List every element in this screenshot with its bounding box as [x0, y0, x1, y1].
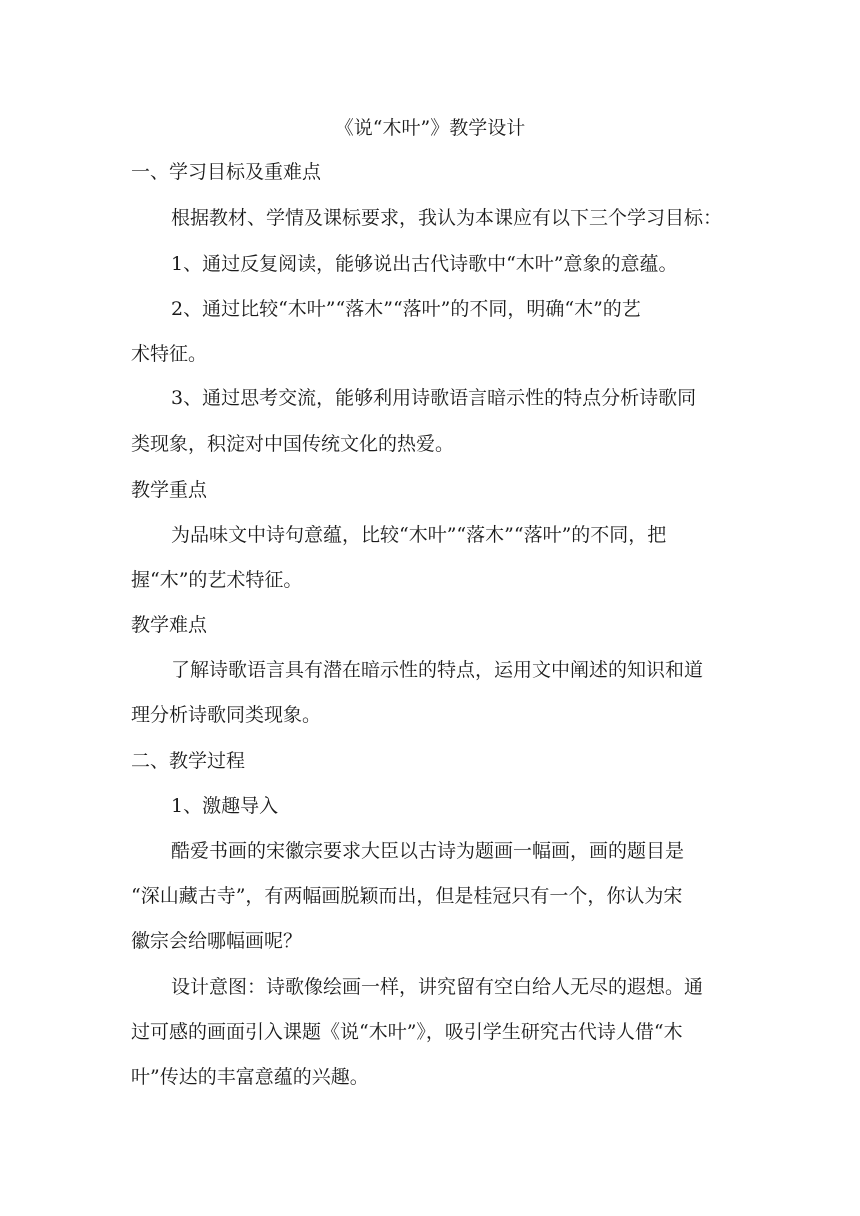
difficulties-line-2: 理分析诗歌同类现象。	[131, 704, 322, 726]
goal-1: 1、通过反复阅读，能够说出古代诗歌中“木叶”意象的意蕴。	[171, 253, 678, 275]
difficulties-heading: 教学难点	[131, 614, 208, 636]
goals-intro: 根据教材、学情及课标要求，我认为本课应有以下三个学习目标：	[171, 207, 723, 229]
design-intent-line-2: 过可感的画面引入课题《说“木叶”》，吸引学生研究古代诗人借“木	[131, 1021, 683, 1043]
section1-heading: 一、学习目标及重难点	[131, 161, 322, 183]
section2-heading: 二、教学过程	[131, 750, 246, 772]
goal-2-line-2: 术特征。	[131, 343, 208, 365]
design-intent-line-1: 设计意图：诗歌像绘画一样，讲究留有空白给人无尽的遐想。通	[171, 976, 704, 998]
goal-3-line-1: 3、通过思考交流，能够利用诗歌语言暗示性的特点分析诗歌同	[171, 387, 697, 409]
story-line-2: “深山藏古寺”，有两幅画脱颖而出，但是桂冠只有一个，你认为宋	[131, 885, 683, 907]
design-intent-line-3: 叶”传达的丰富意蕴的兴趣。	[131, 1066, 369, 1088]
story-line-3: 徽宗会给哪幅画呢？	[131, 930, 303, 952]
key-points-line-1: 为品味文中诗句意蕴，比较“木叶”“落木”“落叶”的不同，把	[171, 524, 667, 546]
difficulties-line-1: 了解诗歌语言具有潜在暗示性的特点，运用文中阐述的知识和道	[171, 659, 704, 681]
step-1-heading: 1、激趣导入	[171, 795, 279, 817]
key-points-heading: 教学重点	[131, 479, 208, 501]
document-title: 《说“木叶”》教学设计	[334, 117, 526, 139]
goal-2-line-1: 2、通过比较“木叶”“落木”“落叶”的不同，明确“木”的艺	[171, 298, 641, 320]
story-line-1: 酷爱书画的宋徽宗要求大臣以古诗为题画一幅画，画的题目是	[171, 840, 685, 862]
key-points-line-2: 握“木”的艺术特征。	[131, 569, 303, 591]
goal-3-line-2: 类现象，积淀对中国传统文化的热爱。	[131, 433, 455, 455]
